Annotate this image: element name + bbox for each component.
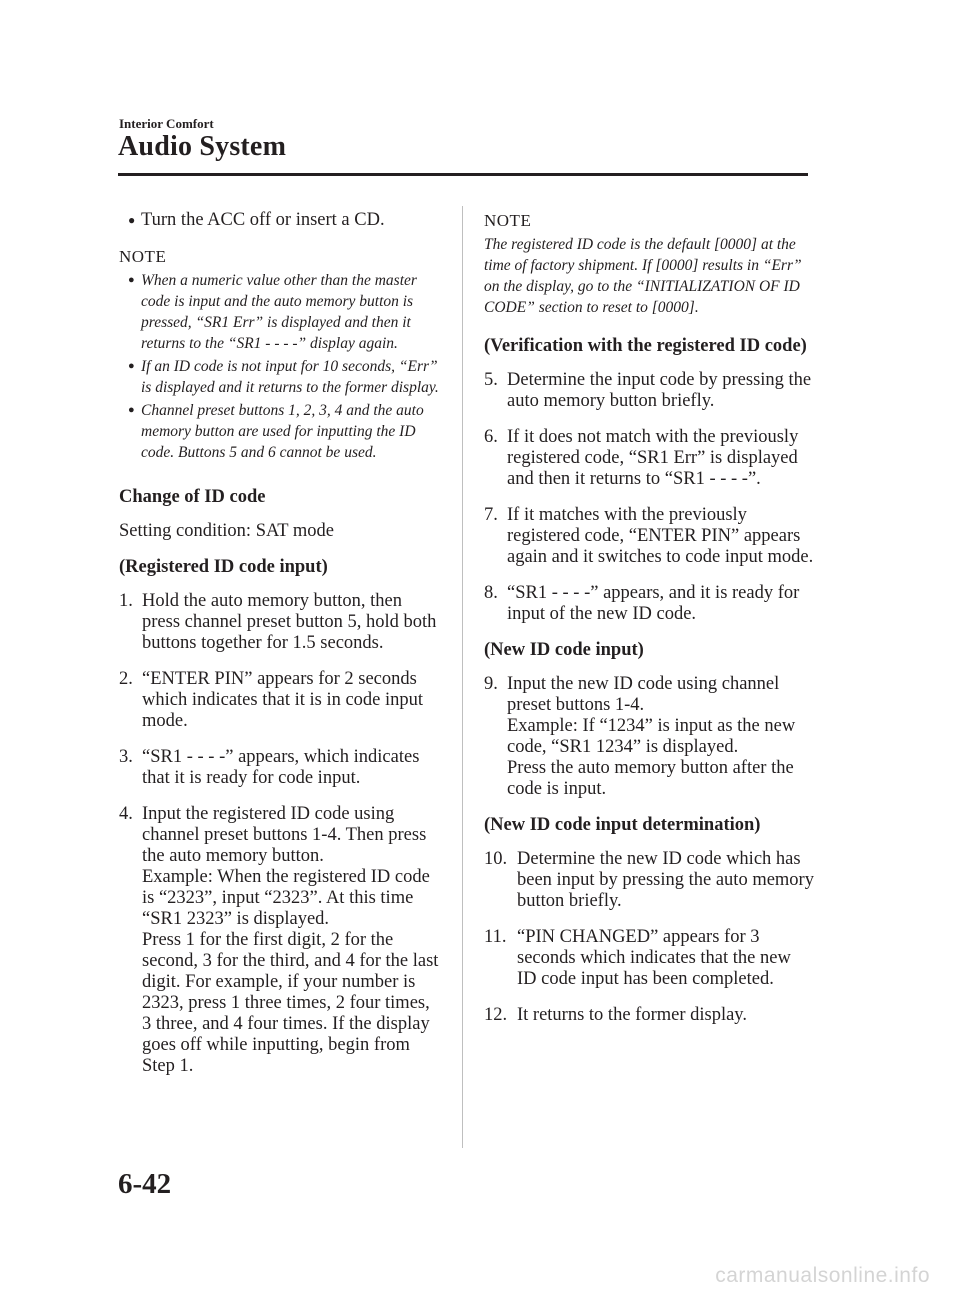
step-text: Determine the new ID code which has been input by pressing the auto memory button briefly. xyxy=(517,849,814,911)
step-number: 5. xyxy=(484,370,498,390)
step-item xyxy=(484,583,814,625)
left-column xyxy=(119,210,441,1092)
step-number: 7. xyxy=(484,505,498,525)
step-item xyxy=(484,370,814,412)
step-text: Determine the input code by pressing the auto memory button briefly. xyxy=(507,370,812,411)
section-label: Interior Comfort xyxy=(119,116,214,131)
step-text: “ENTER PIN” appears for 2 seconds which indicates that it is in code input mode. xyxy=(142,669,424,731)
bullet-icon: ● xyxy=(128,274,135,286)
step-item xyxy=(484,505,814,568)
step-item xyxy=(484,674,814,800)
note-item xyxy=(119,356,441,398)
step-number: 11. xyxy=(484,927,507,947)
step-item xyxy=(484,427,814,490)
step-text: Input the registered ID code using channel preset buttons 1-4. Then press the auto memory button. xyxy=(142,804,427,866)
step-text: “SR1 - - - -” appears, which indicates that it is ready for code input. xyxy=(142,747,420,788)
step-number: 8. xyxy=(484,583,498,603)
step-text: If it matches with the previously registered code, “ENTER PIN” appears again and it switches to code input mode. xyxy=(507,505,814,567)
step-text: Input the new ID code using channel preset buttons 1-4. xyxy=(507,674,780,715)
step-item xyxy=(119,591,441,654)
bullet-item xyxy=(119,210,441,231)
subheading-new-id-input: (New ID code input) xyxy=(484,640,644,660)
step-text: Hold the auto memory button, then press channel preset button 5, hold both buttons together for 1.5 seconds. xyxy=(142,591,437,653)
note-item-text: Channel preset buttons 1, 2, 3, 4 and the auto memory button are used for inputting the ID code. Buttons 5 and 6 cannot be used. xyxy=(141,402,424,461)
note-item xyxy=(119,400,441,463)
step-text: If it does not match with the previously registered code, “SR1 Err” is displayed and then it returns to “SR1 - - - -”. xyxy=(507,427,799,489)
step-item xyxy=(119,747,441,789)
step-item xyxy=(484,849,814,912)
page-title: Audio System xyxy=(118,131,287,162)
step-number: 4. xyxy=(119,804,133,824)
step-item xyxy=(484,927,814,990)
note-list xyxy=(119,270,441,463)
step-number: 3. xyxy=(119,747,133,767)
step-number: 2. xyxy=(119,669,133,689)
step-number: 10. xyxy=(484,849,508,869)
step-number: 6. xyxy=(484,427,498,447)
subheading-registered-input: (Registered ID code input) xyxy=(119,557,328,577)
note-item-text: When a numeric value other than the master code is input and the auto memory button is pressed, “SR1 Err” is displayed and then it returns to the “SR1 - - - -” display again. xyxy=(141,272,417,352)
step-text: “PIN CHANGED” appears for 3 seconds which indicates that the new ID code input has been completed. xyxy=(517,927,791,989)
note-label: NOTE xyxy=(484,211,532,230)
bullet-icon: ● xyxy=(128,360,135,372)
right-column xyxy=(484,210,814,1041)
section-heading-change-id: Change of ID code xyxy=(119,487,266,507)
note-item-text: If an ID code is not input for 10 seconds, “Err” is displayed and it returns to the former display. xyxy=(141,358,439,396)
column-divider xyxy=(462,206,463,1148)
bullet-icon: ● xyxy=(128,213,136,227)
step-item xyxy=(484,1005,814,1026)
setting-condition: Setting condition: SAT mode xyxy=(119,521,334,541)
note-text: The registered ID code is the default [0000] at the time of factory shipment. If [0000] results in “Err” on the display, go to the “INITIALIZATION OF ID CODE” section to reset to [0000]. xyxy=(484,236,802,316)
step-example: Example: If “1234” is input as the new code, “SR1 1234” is displayed. xyxy=(507,716,796,757)
step-text: It returns to the former display. xyxy=(517,1005,747,1025)
step-item xyxy=(119,669,441,732)
page-number: 6-42 xyxy=(118,1168,172,1200)
step-text: “SR1 - - - -” appears, and it is ready for input of the new ID code. xyxy=(507,583,800,624)
step-number: 1. xyxy=(119,591,133,611)
subheading-verification: (Verification with the registered ID code) xyxy=(484,336,807,356)
note-label: NOTE xyxy=(119,247,167,266)
step-detail: Press 1 for the first digit, 2 for the second, 3 for the third, and 4 for the last digit. For example, if your number is 2323, press 1 three times, 2 four times, 3 three, and 4 four times. If the display goes off while inputting, begin from Step 1. xyxy=(142,930,439,1076)
bullet-icon: ● xyxy=(128,404,135,416)
step-item xyxy=(119,804,441,1077)
step-example: Example: When the registered ID code is “2323”, input “2323”. At this time “SR1 2323” is displayed. xyxy=(142,867,430,929)
watermark: carmanualsonline.info xyxy=(715,1264,930,1287)
title-divider xyxy=(118,173,808,176)
step-detail: Press the auto memory button after the code is input. xyxy=(507,758,794,799)
bullet-text: Turn the ACC off or insert a CD. xyxy=(141,210,385,230)
step-number: 9. xyxy=(484,674,498,694)
note-item xyxy=(119,270,441,354)
step-number: 12. xyxy=(484,1005,508,1025)
subheading-determination: (New ID code input determination) xyxy=(484,815,761,835)
